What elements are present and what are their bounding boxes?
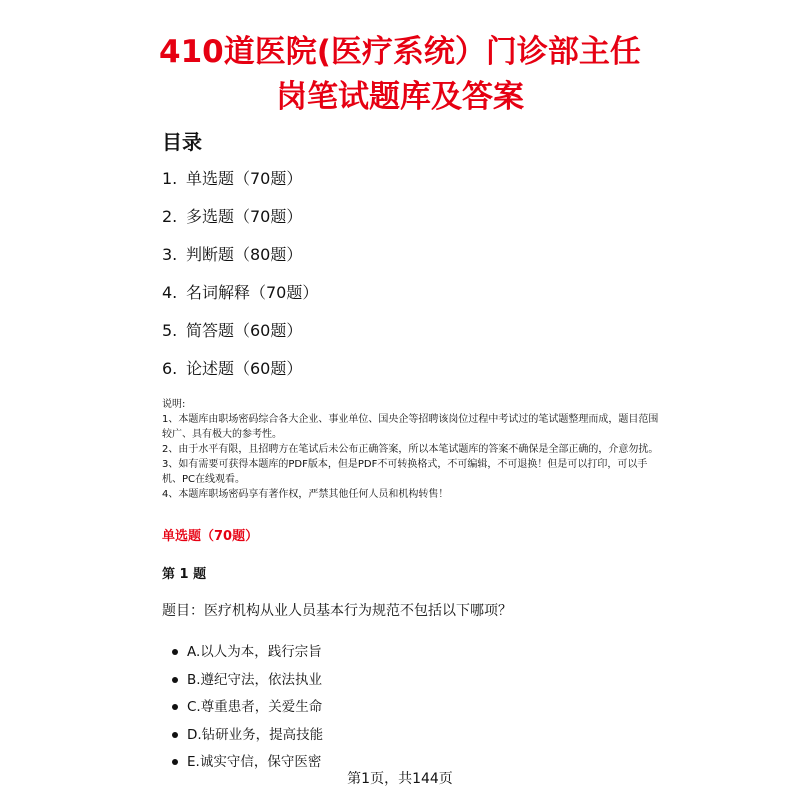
- toc-item[interactable]: [162, 315, 318, 353]
- answer-option: A.以人为本，践行宗旨: [172, 642, 323, 670]
- toc-heading: 目录: [162, 130, 202, 154]
- question-number: 第 1 题: [162, 567, 207, 582]
- toc-item-number: 4.: [162, 283, 178, 302]
- toc-item[interactable]: [162, 353, 318, 391]
- toc-item-label: 论述题（60题）: [186, 359, 303, 378]
- toc-item-number: 1.: [162, 169, 178, 188]
- notes-heading: 说明:: [162, 399, 186, 410]
- page-number-footer: 第1页，共144页: [347, 771, 453, 787]
- toc-item-label: 名词解释（70题）: [186, 283, 319, 302]
- answer-options: [172, 642, 323, 780]
- toc-item-label: 判断题（80题）: [186, 245, 303, 264]
- answer-option: D.钻研业务，提高技能: [172, 725, 323, 753]
- page-title-line2: 岗笔试题库及答案: [276, 79, 524, 115]
- table-of-contents: [162, 163, 318, 391]
- note-item: 3、如有需要可获得本题库的PDF版本，但是PDF不可转换格式，不可编辑，不可退换！但是可以打印，可以手机、PC在线观看。: [162, 459, 648, 485]
- toc-item-number: 5.: [162, 321, 178, 340]
- toc-item-label: 简答题（60题）: [186, 321, 303, 340]
- answer-option: C.尊重患者，关爱生命: [172, 697, 323, 725]
- answer-option: B.遵纪守法，依法执业: [172, 670, 323, 698]
- section-heading: 单选题（70题）: [162, 529, 259, 544]
- toc-item[interactable]: [162, 201, 318, 239]
- toc-item-label: 单选题（70题）: [186, 169, 303, 188]
- question-text: 题目：医疗机构从业人员基本行为规范不包括以下哪项？: [162, 603, 512, 619]
- toc-item-number: 3.: [162, 245, 178, 264]
- toc-item-number: 6.: [162, 359, 178, 378]
- note-item: 1、本题库由职场密码综合各大企业、事业单位、国央企等招聘该岗位过程中考试过的笔试题整理而成，题目范围较广、具有极大的参考性。: [162, 414, 659, 440]
- note-item: 4、本题库职场密码享有著作权，严禁其他任何人员和机构转售！: [162, 489, 449, 500]
- toc-item[interactable]: [162, 277, 318, 315]
- toc-item[interactable]: [162, 163, 318, 201]
- note-item: 2、由于水平有限，且招聘方在笔试后未公布正确答案，所以本笔试题库的答案不确保是全部正确的，介意勿扰。: [162, 444, 659, 455]
- toc-item[interactable]: [162, 239, 318, 277]
- instructions-notes: [162, 397, 662, 502]
- answer-option: E.诚实守信，保守医密: [172, 752, 323, 780]
- page-title-line1: 410道医院(医疗系统）门诊部主任: [159, 34, 641, 70]
- toc-item-number: 2.: [162, 207, 178, 226]
- toc-item-label: 多选题（70题）: [186, 207, 303, 226]
